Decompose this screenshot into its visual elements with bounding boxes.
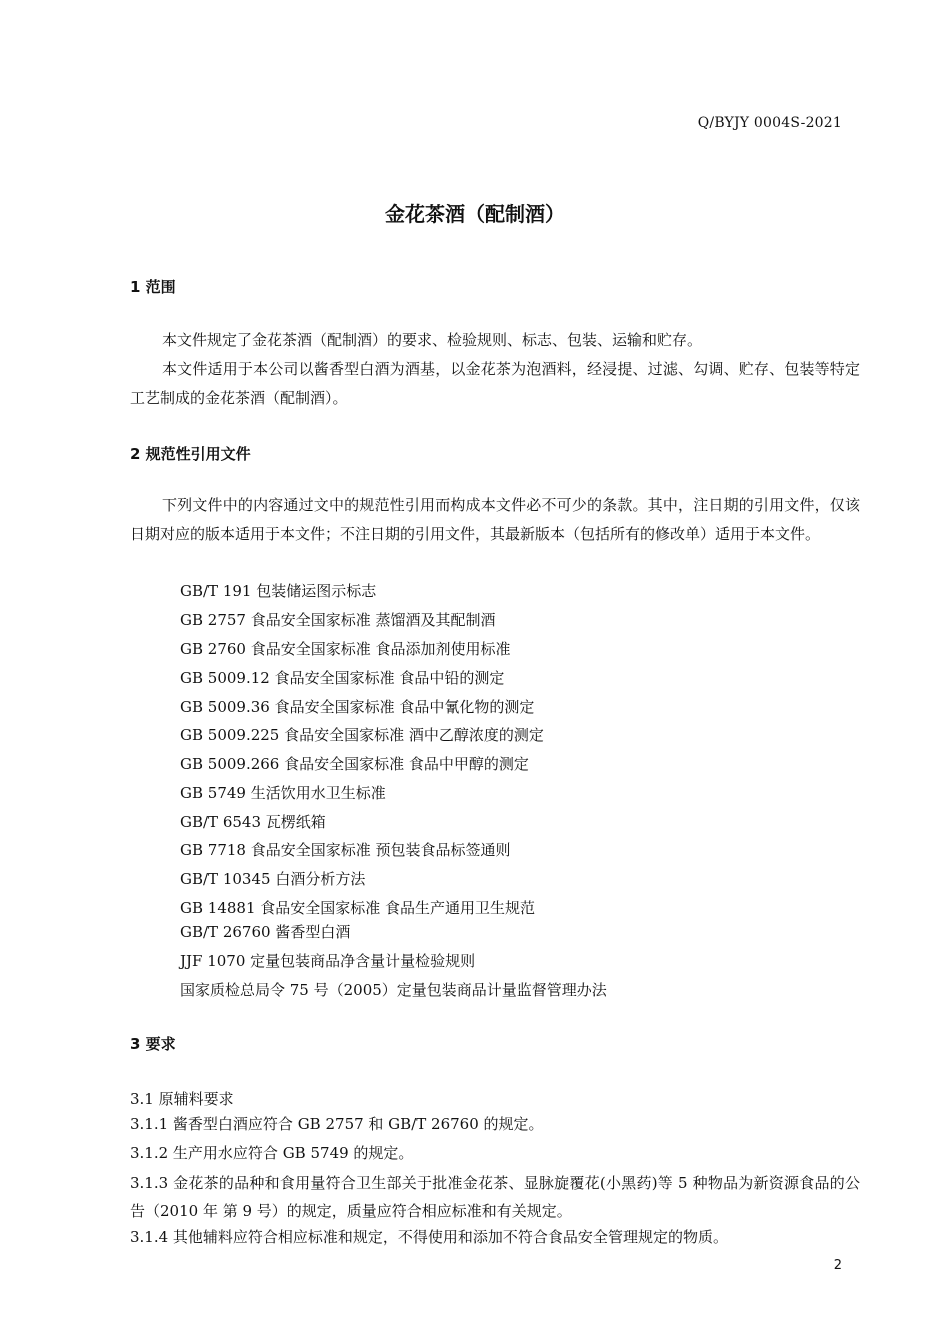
reference-item: GB 5009.36 食品安全国家标准 食品中氰化物的测定	[180, 698, 535, 716]
section-1-paragraph-1: 本文件规定了金花茶酒（配制酒）的要求、检验规则、标志、包装、运输和贮存。	[162, 331, 703, 349]
reference-item: GB/T 26760 酱香型白酒	[180, 923, 351, 941]
document-title: 金花茶酒（配制酒）	[385, 202, 565, 226]
reference-item: GB/T 10345 白酒分析方法	[180, 870, 366, 888]
reference-item: GB 2757 食品安全国家标准 蒸馏酒及其配制酒	[180, 611, 496, 629]
page-number: 2	[833, 1258, 842, 1273]
section-2-intro: 下列文件中的内容通过文中的规范性引用而构成本文件必不可少的条款。其中，注日期的引用文件，仅该日期对应的版本适用于本文件；不注日期的引用文件，其最新版本（包括所有的修改单）适用于本文件。	[130, 496, 860, 543]
clause-3-1-2: 3.1.2 生产用水应符合 GB 5749 的规定。	[130, 1144, 414, 1162]
reference-item: GB 7718 食品安全国家标准 预包装食品标签通则	[180, 841, 511, 859]
clause-3-1-3: 3.1.3 金花茶的品种和食用量符合卫生部关于批准金花茶、显脉旋覆花(小黑药)等 5 种物品为新资源食品的公告（2010 年 第 9 号）的规定，质量应符合相应标准和有关规定。	[130, 1174, 860, 1220]
reference-item: GB 14881 食品安全国家标准 食品生产通用卫生规范	[180, 899, 536, 917]
section-1-paragraph-2: 本文件适用于本公司以酱香型白酒为酒基，以金花茶为泡酒料，经浸提、过滤、勾调、贮存、包装等特定工艺制成的金花茶酒（配制酒）。	[130, 360, 860, 407]
document-number: Q/BYJY 0004S-2021	[697, 115, 842, 131]
clause-3-1-4: 3.1.4 其他辅料应符合相应标准和规定，不得使用和添加不符合食品安全管理规定的物质。	[130, 1228, 728, 1246]
reference-item: GB/T 191 包装储运图示标志	[180, 582, 377, 600]
reference-item: GB 5009.225 食品安全国家标准 酒中乙醇浓度的测定	[180, 726, 544, 744]
section-2-heading: 2 规范性引用文件	[130, 445, 251, 463]
reference-item: GB 5009.266 食品安全国家标准 食品中甲醇的测定	[180, 755, 529, 773]
reference-item: GB 5749 生活饮用水卫生标准	[180, 784, 386, 802]
reference-item: GB 2760 食品安全国家标准 食品添加剂使用标准	[180, 640, 511, 658]
section-3-1-heading: 3.1 原辅料要求	[130, 1090, 234, 1108]
reference-item: GB/T 6543 瓦楞纸箱	[180, 813, 326, 831]
clause-3-1-1: 3.1.1 酱香型白酒应符合 GB 2757 和 GB/T 26760 的规定。	[130, 1115, 544, 1133]
reference-item: GB 5009.12 食品安全国家标准 食品中铅的测定	[180, 669, 505, 687]
reference-item: 国家质检总局令 75 号（2005）定量包装商品计量监督管理办法	[180, 981, 607, 999]
section-1-heading: 1 范围	[130, 278, 176, 296]
section-3-heading: 3 要求	[130, 1035, 176, 1053]
reference-item: JJF 1070 定量包装商品净含量计量检验规则	[180, 952, 476, 970]
